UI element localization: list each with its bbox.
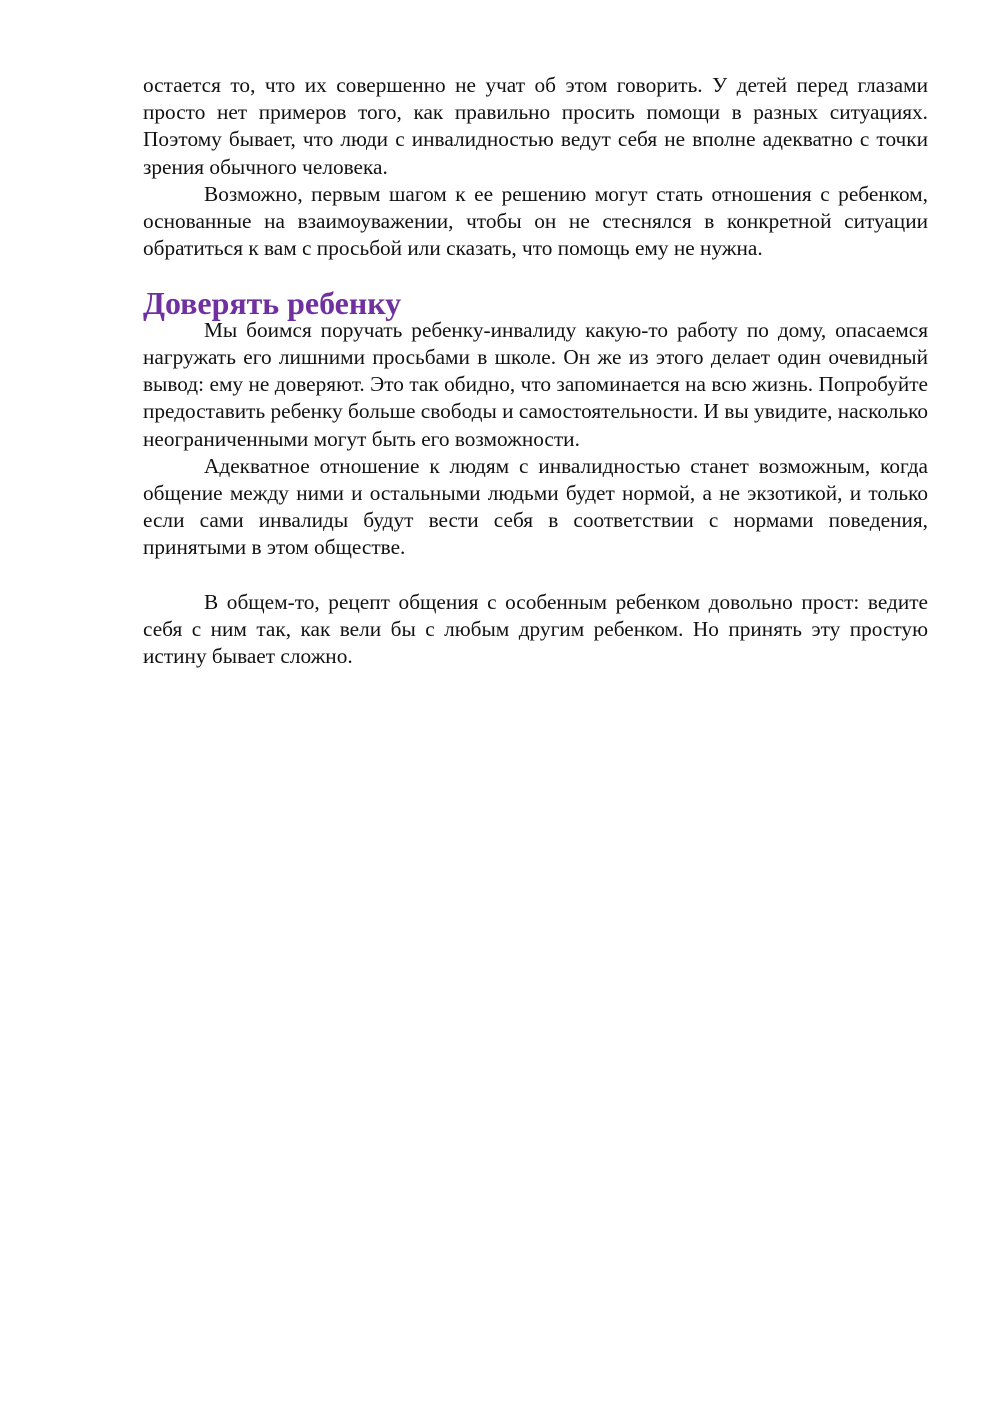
document-page xyxy=(143,72,928,670)
paragraph-intro-continuation: остается то, что их совершенно не учат об этом говорить. У детей перед глазами просто нет примеров того, как правильно просить помощи в разных ситуациях. Поэтому бывает, что люди с инвалидностью ведут себя не вполне адекватно с точки зрения обычного человека. xyxy=(143,73,928,179)
paragraph-section-trust: Мы боимся поручать ребенку-инвалиду какую-то работу по дому, опасаемся нагружать его лишними просьбами в школе. Он же из этого делает один очевидный вывод: ему не доверяют. Это так обидно, что запоминается на всю жизнь. Попробуйте предоставить ребенку больше свободы и самостоятельности. И вы увидите, насколько неограниченными могут быть его возможности. xyxy=(143,317,928,451)
section-heading: Доверять ребенку xyxy=(143,285,402,321)
paragraph-intro-solution: Возможно, первым шагом к ее решению могут стать отношения с ребенком, основанные на взаимоуважении, чтобы он не стеснялся в конкретной ситуации обратиться к вам с просьбой или сказать, что помощь ему не нужна. xyxy=(143,181,928,261)
paragraph-spacer xyxy=(143,562,928,589)
paragraph-closing: В общем-то, рецепт общения с особенным ребенком довольно прост: ведите себя с ним так, как вели бы с любым другим ребенком. Но принять эту простую истину бывает сложно. xyxy=(143,589,928,669)
paragraph-section-attitude: Адекватное отношение к людям с инвалидностью станет возможным, когда общение между ними и остальными людьми будет нормой, а не экзотикой, и только если сами инвалиды будут вести себя в соответствии с нормами поведения, принятыми в этом обществе. xyxy=(143,453,928,560)
